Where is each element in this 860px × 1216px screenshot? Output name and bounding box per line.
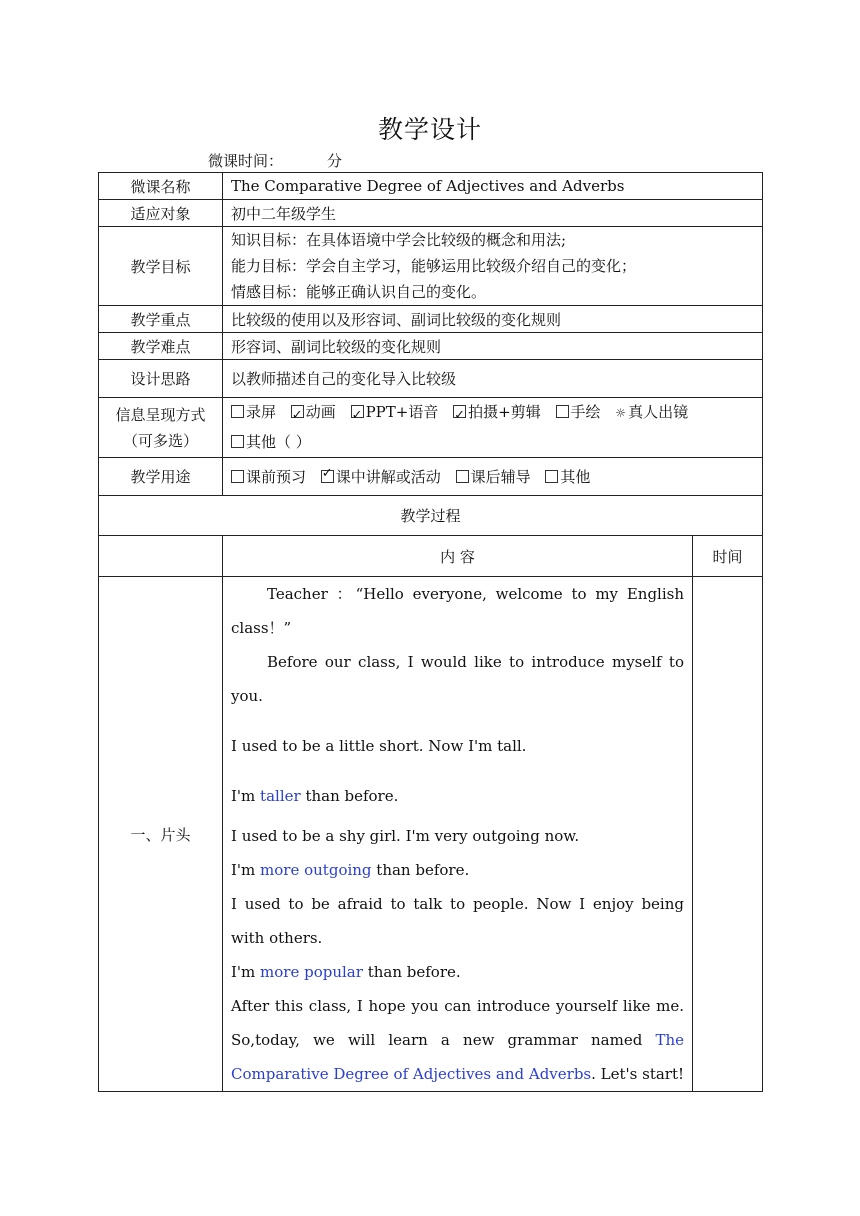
duration-label: 微课时间：: [208, 152, 284, 170]
time-column-header: 时间: [693, 536, 763, 577]
option-label: 课中讲解或活动: [335, 468, 441, 486]
row-design: [99, 360, 763, 398]
row-focus: [99, 306, 763, 333]
row-presentation: [99, 398, 763, 458]
option-label: 真人出镜: [628, 403, 689, 421]
checkbox-checked-icon[interactable]: [321, 470, 334, 483]
stage-column-header: [99, 536, 223, 577]
course-name-label: 微课名称: [99, 173, 223, 200]
stage-time: [693, 577, 763, 1092]
duration-line: [208, 150, 342, 171]
checkbox-icon[interactable]: [556, 405, 569, 418]
checkbox-icon[interactable]: [545, 470, 558, 483]
option-shoot-edit[interactable]: [453, 403, 541, 421]
content-para: [231, 955, 684, 989]
audience-value: 初中二年级学生: [223, 200, 763, 227]
checkbox-icon[interactable]: [231, 470, 244, 483]
option-label: 拍摄+剪辑: [468, 403, 541, 421]
content-para: Teacher ：“Hello everyone, welcome to my English class！”: [231, 585, 684, 637]
focus-label: 教学重点: [99, 306, 223, 333]
row-stage-intro: [99, 577, 763, 1092]
option-other-label: 其他（ ）: [246, 433, 311, 451]
checkbox-checked-icon[interactable]: [453, 405, 466, 418]
goals-label: 教学目标: [99, 227, 223, 306]
highlight-text: taller: [260, 787, 301, 805]
option-other[interactable]: [231, 428, 754, 457]
checkbox-checked-icon[interactable]: [291, 405, 304, 418]
row-usage: [99, 458, 763, 496]
content-para: I used to be a little short. Now I'm tall.: [231, 737, 527, 755]
highlight-text: more outgoing: [260, 861, 372, 879]
content-para: I used to be afraid to talk to people. Now I enjoy being with others.: [231, 895, 684, 947]
stage-content: [223, 577, 693, 1092]
option-label: 课后辅导: [470, 468, 531, 486]
text-segment: than before.: [300, 787, 399, 805]
design-label: 设计思路: [99, 360, 223, 398]
option-label: 手绘: [570, 403, 601, 421]
page-title: 教学设计: [377, 115, 482, 144]
course-name-value: The Comparative Degree of Adjectives and Adverbs: [223, 173, 763, 200]
content-para: Before our class, I would like to introduce myself to you.: [231, 653, 684, 705]
content-para: [231, 989, 684, 1091]
checkbox-checked-icon[interactable]: [351, 405, 364, 418]
row-audience: [99, 200, 763, 227]
design-value: 以教师描述自己的变化导入比较级: [223, 360, 763, 398]
presentation-label: [99, 398, 223, 458]
option-label: 录屏: [246, 403, 277, 421]
content-column-header: 内 容: [223, 536, 693, 577]
lesson-plan-table: [98, 172, 763, 1092]
process-heading: 教学过程: [99, 496, 763, 536]
content-para: [231, 853, 684, 887]
goal-knowledge: 知识目标：在具体语境中学会比较级的概念和用法;: [231, 231, 567, 249]
focus-value: 比较级的使用以及形容词、副词比较级的变化规则: [223, 306, 763, 333]
usage-label: 教学用途: [99, 458, 223, 496]
difficulty-label: 教学难点: [99, 333, 223, 360]
text-segment: than before.: [371, 861, 470, 879]
row-course-name: [99, 173, 763, 200]
sun-icon[interactable]: ☼: [615, 406, 627, 420]
row-difficulty: [99, 333, 763, 360]
audience-label: 适应对象: [99, 200, 223, 227]
content-para: [231, 779, 684, 813]
option-live-person[interactable]: [615, 403, 688, 421]
goal-ability: 能力目标：学会自主学习，能够运用比较级介绍自己的变化；: [231, 257, 637, 275]
presentation-options: [223, 398, 763, 458]
text-segment: I'm: [231, 861, 261, 879]
text-segment: . Let's start!: [591, 1065, 685, 1083]
checkbox-icon[interactable]: [231, 405, 244, 418]
text-segment: I'm: [231, 963, 261, 981]
checkbox-icon[interactable]: [456, 470, 469, 483]
option-screen-record[interactable]: [231, 403, 276, 421]
usage-after-class[interactable]: [456, 468, 531, 486]
highlight-text: The Comparative Degree of Adjectives and Adverbs: [231, 1031, 684, 1083]
goals-value: [223, 227, 763, 306]
row-process-heading: [99, 496, 763, 536]
option-label: PPT+语音: [365, 403, 439, 421]
usage-in-class[interactable]: [321, 468, 441, 486]
text-segment: After this class, I hope you can introduce yourself like me. So,today, we will learn a new grammar named: [231, 997, 684, 1049]
stage-label: 一、片头: [99, 577, 223, 1092]
option-hand-draw[interactable]: [556, 403, 601, 421]
usage-other[interactable]: [545, 468, 590, 486]
content-para: I used to be a shy girl. I'm very outgoing now.: [231, 827, 580, 845]
row-process-columns: [99, 536, 763, 577]
duration-unit: 分: [327, 152, 343, 170]
option-label: 课前预习: [246, 468, 307, 486]
row-goals: [99, 227, 763, 306]
highlight-text: more popular: [260, 963, 363, 981]
presentation-label-sub: （可多选）: [122, 431, 198, 450]
text-segment: I'm: [231, 787, 261, 805]
option-ppt-voice[interactable]: [351, 403, 439, 421]
checkbox-icon[interactable]: [231, 435, 244, 448]
difficulty-value: 形容词、副词比较级的变化规则: [223, 333, 763, 360]
usage-preview[interactable]: [231, 468, 306, 486]
option-animation[interactable]: [291, 403, 336, 421]
usage-options: [223, 458, 763, 496]
option-label: 其他: [560, 468, 591, 486]
presentation-label-main: 信息呈现方式: [115, 405, 206, 424]
goal-emotion: 情感目标：能够正确认识自己的变化。: [231, 283, 487, 301]
option-label: 动画: [305, 403, 336, 421]
text-segment: than before.: [362, 963, 461, 981]
